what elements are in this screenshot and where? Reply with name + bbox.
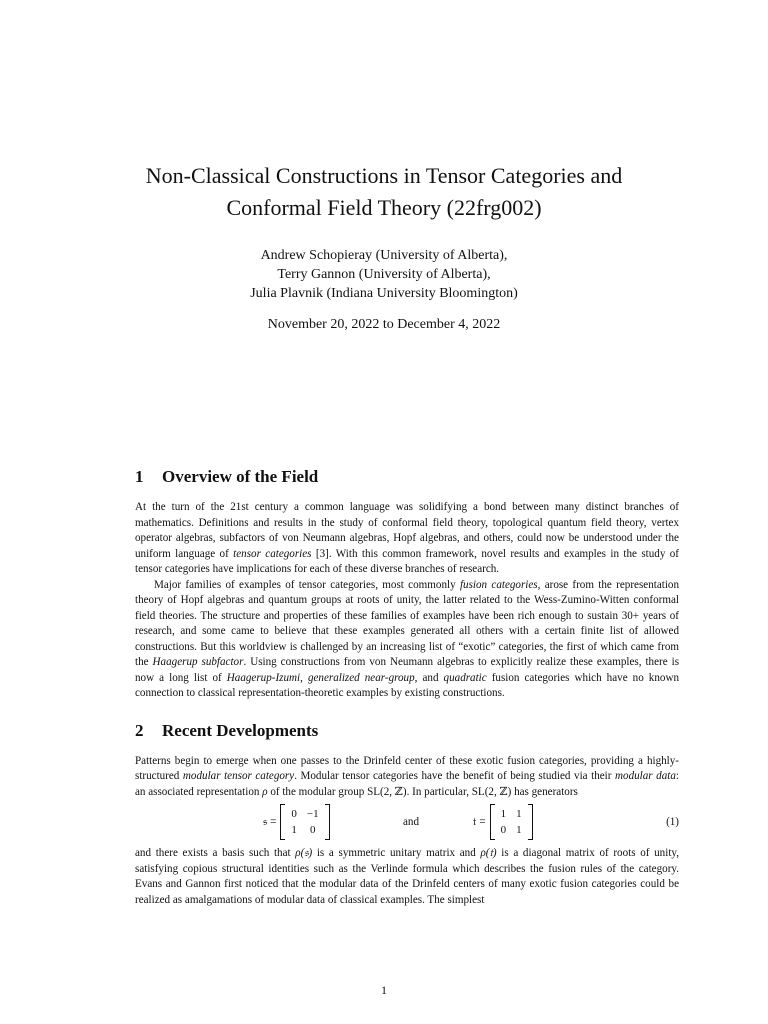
section-title: Recent Developments — [162, 720, 319, 740]
equals-sign: = — [479, 816, 486, 828]
author: Andrew Schopieray (University of Alberta), — [260, 248, 508, 263]
right-bracket — [528, 804, 533, 840]
s-matrix — [286, 807, 323, 838]
text-run: . Modular tensor categories have the benefit of being studied via their — [294, 770, 616, 782]
s-matrix-expression — [263, 802, 331, 842]
matrix-entry: 1 — [291, 823, 297, 836]
math-expression: ρ(𝔰) — [295, 847, 313, 859]
math-expression: ρ(𝔱) — [480, 847, 497, 859]
emphasis: fusion categories — [459, 578, 538, 591]
paragraph — [135, 754, 679, 801]
emphasis: tensor categories — [233, 547, 312, 560]
text-run: : an associated representation — [135, 770, 679, 798]
section-title: Overview of the Field — [162, 467, 319, 486]
section-heading-recent-developments — [135, 716, 679, 746]
author: Julia Plavnik (Indiana University Bloomington) — [250, 286, 518, 301]
emphasis: modular tensor category — [182, 770, 295, 782]
t-symbol: 𝔱 — [473, 815, 477, 828]
paper-body — [135, 462, 679, 908]
section-number: 1 — [135, 467, 144, 486]
text-run: of the modular group — [267, 785, 368, 798]
math-expression: SL(2, ℤ) — [471, 785, 512, 798]
text-run: , and — [414, 671, 444, 684]
text-run: . In particular, — [406, 785, 472, 798]
emphasis: Haagerup subfactor — [152, 656, 244, 668]
emphasis: quadratic — [443, 671, 487, 684]
matrix-entry: 1 — [516, 807, 522, 820]
text-run: Patterns begin to emerge when one passes to the Drinfeld center of these exotic fusion categories, providing a highly-structured — [135, 754, 679, 782]
text-run: , arose from the representation theory of Hopf algebras and quantum groups at roots of unity, the latter related to the Wess-Zumino-Witten conformal field theories. The structure and properties of these families of examples have been rich enough to sustain 30+ years of research, and some came to believe that these examples generated all others with a certain finite list of allowed constructions. But this worldview is challenged by an increasing list of “exotic” categories, the first of which came from the — [135, 578, 680, 668]
text-run: [3]. With this common framework, novel results and examples in the study of tensor categories have implications for each of these diverse branches of research. — [135, 547, 679, 575]
matrix-entry: −1 — [306, 807, 319, 820]
title-line-2: Conformal Field Theory (22frg002) — [226, 195, 542, 220]
matrix-entry: 1 — [516, 823, 522, 836]
emphasis: generalized near-group — [307, 671, 415, 684]
t-matrix-expression — [473, 802, 534, 842]
text-run: and there exists a basis such that — [135, 847, 296, 859]
paragraph — [135, 846, 679, 908]
section-heading-overview — [135, 462, 679, 492]
matrix-entry: 1 — [500, 807, 507, 820]
title-line-1: Non-Classical Constructions in Tensor Categories and — [145, 163, 623, 188]
emphasis: Haagerup-Izumi — [226, 671, 301, 684]
paragraph — [135, 578, 679, 702]
matrix-entry: 0 — [500, 823, 507, 836]
paper-title — [0, 160, 768, 224]
text-run: fusion categories which have no known connection to classical representation-theoretic examples by existing constructions. — [135, 671, 679, 699]
right-bracket — [325, 804, 330, 840]
equation-connector: and — [403, 816, 420, 828]
page-number: 1 — [381, 983, 387, 997]
text-run: Major families of examples of tensor categories, most commonly — [154, 578, 460, 591]
equation-1 — [135, 802, 679, 842]
emphasis: modular data — [615, 770, 676, 782]
matrix-entry: 0 — [291, 807, 297, 820]
section-number: 2 — [135, 720, 144, 740]
left-bracket — [490, 804, 495, 840]
left-bracket — [280, 804, 285, 840]
text-run: is a diagonal matrix of roots of unity, satisfying copious structural identities such as the Verlinde formula which describes the fusion rules of the category. Evans and Gannon first noticed that the modular data of the Drinfeld centers of many exotic fusion categories could be realized as amalgamations of modular data of classical examples. The simplest — [135, 847, 679, 906]
matrix-entry: 0 — [310, 823, 316, 836]
equals-sign: = — [270, 816, 277, 828]
math-expression: SL(2, ℤ) — [367, 785, 407, 798]
equation-number: (1) — [666, 816, 679, 828]
paragraph — [135, 500, 679, 578]
s-symbol: 𝔰 — [263, 815, 268, 828]
text-run: has generators — [511, 785, 578, 798]
t-matrix — [496, 807, 527, 838]
math-symbol: ρ — [262, 785, 268, 798]
event-date: November 20, 2022 to December 4, 2022 — [267, 317, 501, 332]
text-run: is a symmetric unitary matrix and — [312, 847, 481, 859]
title-block — [0, 160, 768, 334]
text-run: , — [300, 671, 308, 684]
author: Terry Gannon (University of Alberta), — [277, 267, 491, 282]
text-run: At the turn of the 21st century a common language was solidifying a bond between many distinct branches of mathematics. Definitions and results in the study of conformal field theory, topological quantum field theory, vertex operator algebras, subfactors of von Neumann algebras, Hopf algebras, and others, could now be understood under the uniform language of — [135, 501, 679, 560]
author-list — [0, 246, 768, 303]
text-run: . Using constructions from von Neumann algebras to explicitly realize these examples, there is now a long list of — [135, 656, 680, 684]
